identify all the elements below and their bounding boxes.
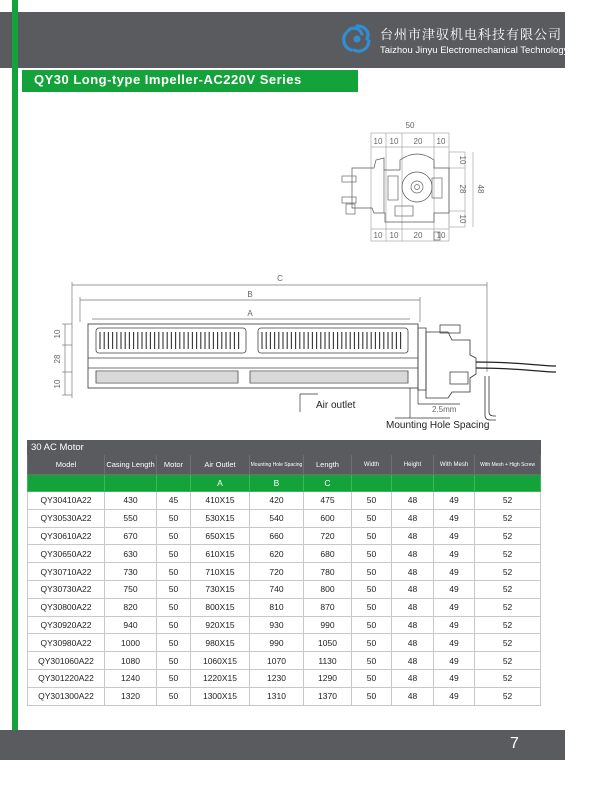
table-cell: 49 bbox=[434, 563, 475, 581]
table-cell: 660 bbox=[250, 527, 304, 545]
end-view-top-dim: 50 bbox=[405, 121, 415, 130]
table-row bbox=[28, 563, 541, 581]
side-view-outlet-pattern bbox=[96, 373, 408, 381]
svg-text:10: 10 bbox=[458, 214, 467, 224]
table-cell: 49 bbox=[434, 687, 475, 705]
table-cell: 52 bbox=[475, 634, 541, 652]
table-cell: 50 bbox=[157, 509, 191, 527]
table-cell: QY30410A22 bbox=[28, 492, 105, 510]
table-cell: 50 bbox=[157, 527, 191, 545]
table-cell: 620 bbox=[250, 545, 304, 563]
company-name-english: Taizhou Jinyu Electromechanical Technology Co., Ltd. bbox=[380, 45, 607, 56]
pin-spacing-label: 2.5mm bbox=[432, 405, 457, 414]
table-cell: QY30800A22 bbox=[28, 598, 105, 616]
table-cell: 49 bbox=[434, 580, 475, 598]
svg-text:20: 20 bbox=[413, 231, 423, 240]
svg-text:20: 20 bbox=[413, 137, 423, 146]
header-width: Width bbox=[352, 455, 392, 475]
table-cell: 730X15 bbox=[191, 580, 250, 598]
table-cell: 50 bbox=[352, 634, 392, 652]
svg-text:10: 10 bbox=[458, 155, 467, 165]
table-cell: QY301300A22 bbox=[28, 687, 105, 705]
table-cell: QY30920A22 bbox=[28, 616, 105, 634]
table-cell: 50 bbox=[352, 545, 392, 563]
table-cell: 45 bbox=[157, 492, 191, 510]
table-cell: 48 bbox=[392, 580, 434, 598]
table-cell: 50 bbox=[352, 687, 392, 705]
company-name-chinese: 台州市津驭机电科技有限公司 bbox=[380, 28, 563, 43]
table-cell: 630 bbox=[105, 545, 157, 563]
air-outlet-label: Air outlet bbox=[316, 400, 356, 411]
table-cell: 50 bbox=[157, 563, 191, 581]
table-cell: 52 bbox=[475, 492, 541, 510]
side-view-dimensions bbox=[53, 274, 489, 431]
table-cell: 48 bbox=[392, 492, 434, 510]
table-cell: 49 bbox=[434, 509, 475, 527]
table-cell: 720 bbox=[304, 527, 352, 545]
table-cell: 50 bbox=[157, 598, 191, 616]
table-cell: 980X15 bbox=[191, 634, 250, 652]
table-cell: 48 bbox=[392, 545, 434, 563]
table-cell: 50 bbox=[157, 545, 191, 563]
table-cell: 990 bbox=[304, 616, 352, 634]
table-cell: 49 bbox=[434, 652, 475, 670]
table-letter-row bbox=[28, 475, 541, 492]
table-cell: 750 bbox=[105, 580, 157, 598]
table-cell: 48 bbox=[392, 669, 434, 687]
table-cell: 720 bbox=[250, 563, 304, 581]
side-view-mesh-pattern bbox=[100, 332, 401, 349]
table-row bbox=[28, 616, 541, 634]
table-cell: 1220X15 bbox=[191, 669, 250, 687]
svg-text:10: 10 bbox=[373, 231, 383, 240]
table-row bbox=[28, 598, 541, 616]
table-cell: 50 bbox=[352, 598, 392, 616]
table-cell: 410X15 bbox=[191, 492, 250, 510]
table-cell: 49 bbox=[434, 598, 475, 616]
table-row bbox=[28, 492, 541, 510]
table-cell: 730 bbox=[105, 563, 157, 581]
table-cell: 1230 bbox=[250, 669, 304, 687]
table-cell: QY30610A22 bbox=[28, 527, 105, 545]
svg-text:28: 28 bbox=[53, 354, 62, 364]
table-cell: 420 bbox=[250, 492, 304, 510]
table-cell: 52 bbox=[475, 580, 541, 598]
table-cell: 49 bbox=[434, 634, 475, 652]
table-cell: 50 bbox=[157, 652, 191, 670]
table-row bbox=[28, 652, 541, 670]
table-cell: 48 bbox=[392, 616, 434, 634]
table-cell: 550 bbox=[105, 509, 157, 527]
table-cell: 540 bbox=[250, 509, 304, 527]
table-row bbox=[28, 580, 541, 598]
table-cell: 50 bbox=[157, 616, 191, 634]
table-cell: 50 bbox=[352, 563, 392, 581]
page-number: 7 bbox=[510, 735, 519, 752]
table-cell: 52 bbox=[475, 527, 541, 545]
table-cell: 680 bbox=[304, 545, 352, 563]
svg-text:10: 10 bbox=[389, 137, 399, 146]
table-cell: 50 bbox=[352, 509, 392, 527]
table-cell: 48 bbox=[392, 509, 434, 527]
table-cell: 50 bbox=[352, 616, 392, 634]
table-cell: 650X15 bbox=[191, 527, 250, 545]
table-cell: 48 bbox=[392, 634, 434, 652]
table-cell: 800X15 bbox=[191, 598, 250, 616]
table-cell: 48 bbox=[392, 652, 434, 670]
footer-band bbox=[0, 730, 565, 760]
table-cell: 610X15 bbox=[191, 545, 250, 563]
table-cell: QY301060A22 bbox=[28, 652, 105, 670]
table-cell: 52 bbox=[475, 616, 541, 634]
series-title: QY30 Long-type Impeller-AC220V Series bbox=[34, 72, 302, 87]
table-cell: 49 bbox=[434, 527, 475, 545]
table-cell: 940 bbox=[105, 616, 157, 634]
table-row bbox=[28, 527, 541, 545]
header-length: Length bbox=[304, 455, 352, 475]
svg-text:10: 10 bbox=[53, 329, 62, 339]
svg-text:10: 10 bbox=[436, 231, 446, 240]
header-height: Height bbox=[392, 455, 434, 475]
spec-table bbox=[27, 440, 541, 706]
table-cell: 49 bbox=[434, 669, 475, 687]
table-cell: 52 bbox=[475, 652, 541, 670]
table-cell: 52 bbox=[475, 563, 541, 581]
table-cell: 50 bbox=[352, 492, 392, 510]
dim-a: A bbox=[247, 309, 253, 318]
table-cell: 49 bbox=[434, 492, 475, 510]
table-cell: 48 bbox=[392, 527, 434, 545]
header-model: Model bbox=[28, 455, 105, 475]
table-cell: 50 bbox=[352, 580, 392, 598]
svg-text:10: 10 bbox=[53, 379, 62, 389]
svg-text:48: 48 bbox=[476, 184, 485, 194]
table-cell: 670 bbox=[105, 527, 157, 545]
table-cell: 530X15 bbox=[191, 509, 250, 527]
table-cell: QY30730A22 bbox=[28, 580, 105, 598]
table-caption-row bbox=[28, 441, 541, 455]
table-cell: 50 bbox=[157, 669, 191, 687]
table-cell: 52 bbox=[475, 687, 541, 705]
table-cell: QY30710A22 bbox=[28, 563, 105, 581]
table-cell: 49 bbox=[434, 545, 475, 563]
table-cell: 820 bbox=[105, 598, 157, 616]
table-row bbox=[28, 545, 541, 563]
svg-text:10: 10 bbox=[436, 137, 446, 146]
header-mounting-hole-spacing: Mounting Hole Spacing bbox=[250, 455, 304, 475]
table-cell: 1320 bbox=[105, 687, 157, 705]
table-cell: 48 bbox=[392, 563, 434, 581]
table-cell: 920X15 bbox=[191, 616, 250, 634]
dim-b: B bbox=[247, 290, 253, 299]
header-air-outlet: Air Outlet bbox=[191, 455, 250, 475]
table-cell: 50 bbox=[352, 669, 392, 687]
header-casing-length: Casing Length bbox=[105, 455, 157, 475]
table-cell: 50 bbox=[157, 580, 191, 598]
table-cell: 1300X15 bbox=[191, 687, 250, 705]
table-row bbox=[28, 509, 541, 527]
table-body bbox=[28, 492, 541, 706]
letter-b: B bbox=[250, 475, 304, 492]
table-cell: 50 bbox=[352, 652, 392, 670]
table-row bbox=[28, 687, 541, 705]
svg-text:28: 28 bbox=[458, 184, 467, 194]
table-cell: 48 bbox=[392, 687, 434, 705]
table-cell: 475 bbox=[304, 492, 352, 510]
table-cell: QY301220A22 bbox=[28, 669, 105, 687]
table-cell: QY30530A22 bbox=[28, 509, 105, 527]
table-cell: 49 bbox=[434, 616, 475, 634]
table-cell: QY30980A22 bbox=[28, 634, 105, 652]
table-cell: 800 bbox=[304, 580, 352, 598]
mounting-hole-spacing-label: Mounting Hole Spacing bbox=[386, 420, 490, 431]
table-cell: 1290 bbox=[304, 669, 352, 687]
table-cell: 50 bbox=[157, 634, 191, 652]
table-cell: 1080 bbox=[105, 652, 157, 670]
dim-c: C bbox=[277, 274, 283, 283]
table-cell: 50 bbox=[157, 687, 191, 705]
table-cell: 1000 bbox=[105, 634, 157, 652]
table-cell: 1130 bbox=[304, 652, 352, 670]
letter-c: C bbox=[304, 475, 352, 492]
table-cell: 710X15 bbox=[191, 563, 250, 581]
header-motor: Motor bbox=[157, 455, 191, 475]
table-cell: 930 bbox=[250, 616, 304, 634]
table-cell: 1310 bbox=[250, 687, 304, 705]
table-cell: 1240 bbox=[105, 669, 157, 687]
end-view-drawing bbox=[342, 133, 473, 241]
table-caption: 30 AC Motor bbox=[28, 441, 541, 455]
table-cell: 48 bbox=[392, 598, 434, 616]
table-cell: 430 bbox=[105, 492, 157, 510]
header-with-mesh-high-screw: With Mesh + High Screw bbox=[475, 455, 541, 475]
table-header-row bbox=[28, 455, 541, 475]
header-with-mesh: With Mesh bbox=[434, 455, 475, 475]
table-row bbox=[28, 669, 541, 687]
table-cell: 740 bbox=[250, 580, 304, 598]
table-cell: 1070 bbox=[250, 652, 304, 670]
table-cell: 990 bbox=[250, 634, 304, 652]
table-cell: QY30650A22 bbox=[28, 545, 105, 563]
svg-text:10: 10 bbox=[389, 231, 399, 240]
table-cell: 50 bbox=[352, 527, 392, 545]
table-cell: 780 bbox=[304, 563, 352, 581]
table-cell: 52 bbox=[475, 669, 541, 687]
table-cell: 52 bbox=[475, 545, 541, 563]
table-cell: 52 bbox=[475, 509, 541, 527]
table-cell: 1370 bbox=[304, 687, 352, 705]
svg-text:10: 10 bbox=[373, 137, 383, 146]
letter-a: A bbox=[191, 475, 250, 492]
table-cell: 1050 bbox=[304, 634, 352, 652]
table-cell: 52 bbox=[475, 598, 541, 616]
table-cell: 600 bbox=[304, 509, 352, 527]
table-cell: 810 bbox=[250, 598, 304, 616]
table-cell: 1060X15 bbox=[191, 652, 250, 670]
table-row bbox=[28, 634, 541, 652]
table-cell: 870 bbox=[304, 598, 352, 616]
